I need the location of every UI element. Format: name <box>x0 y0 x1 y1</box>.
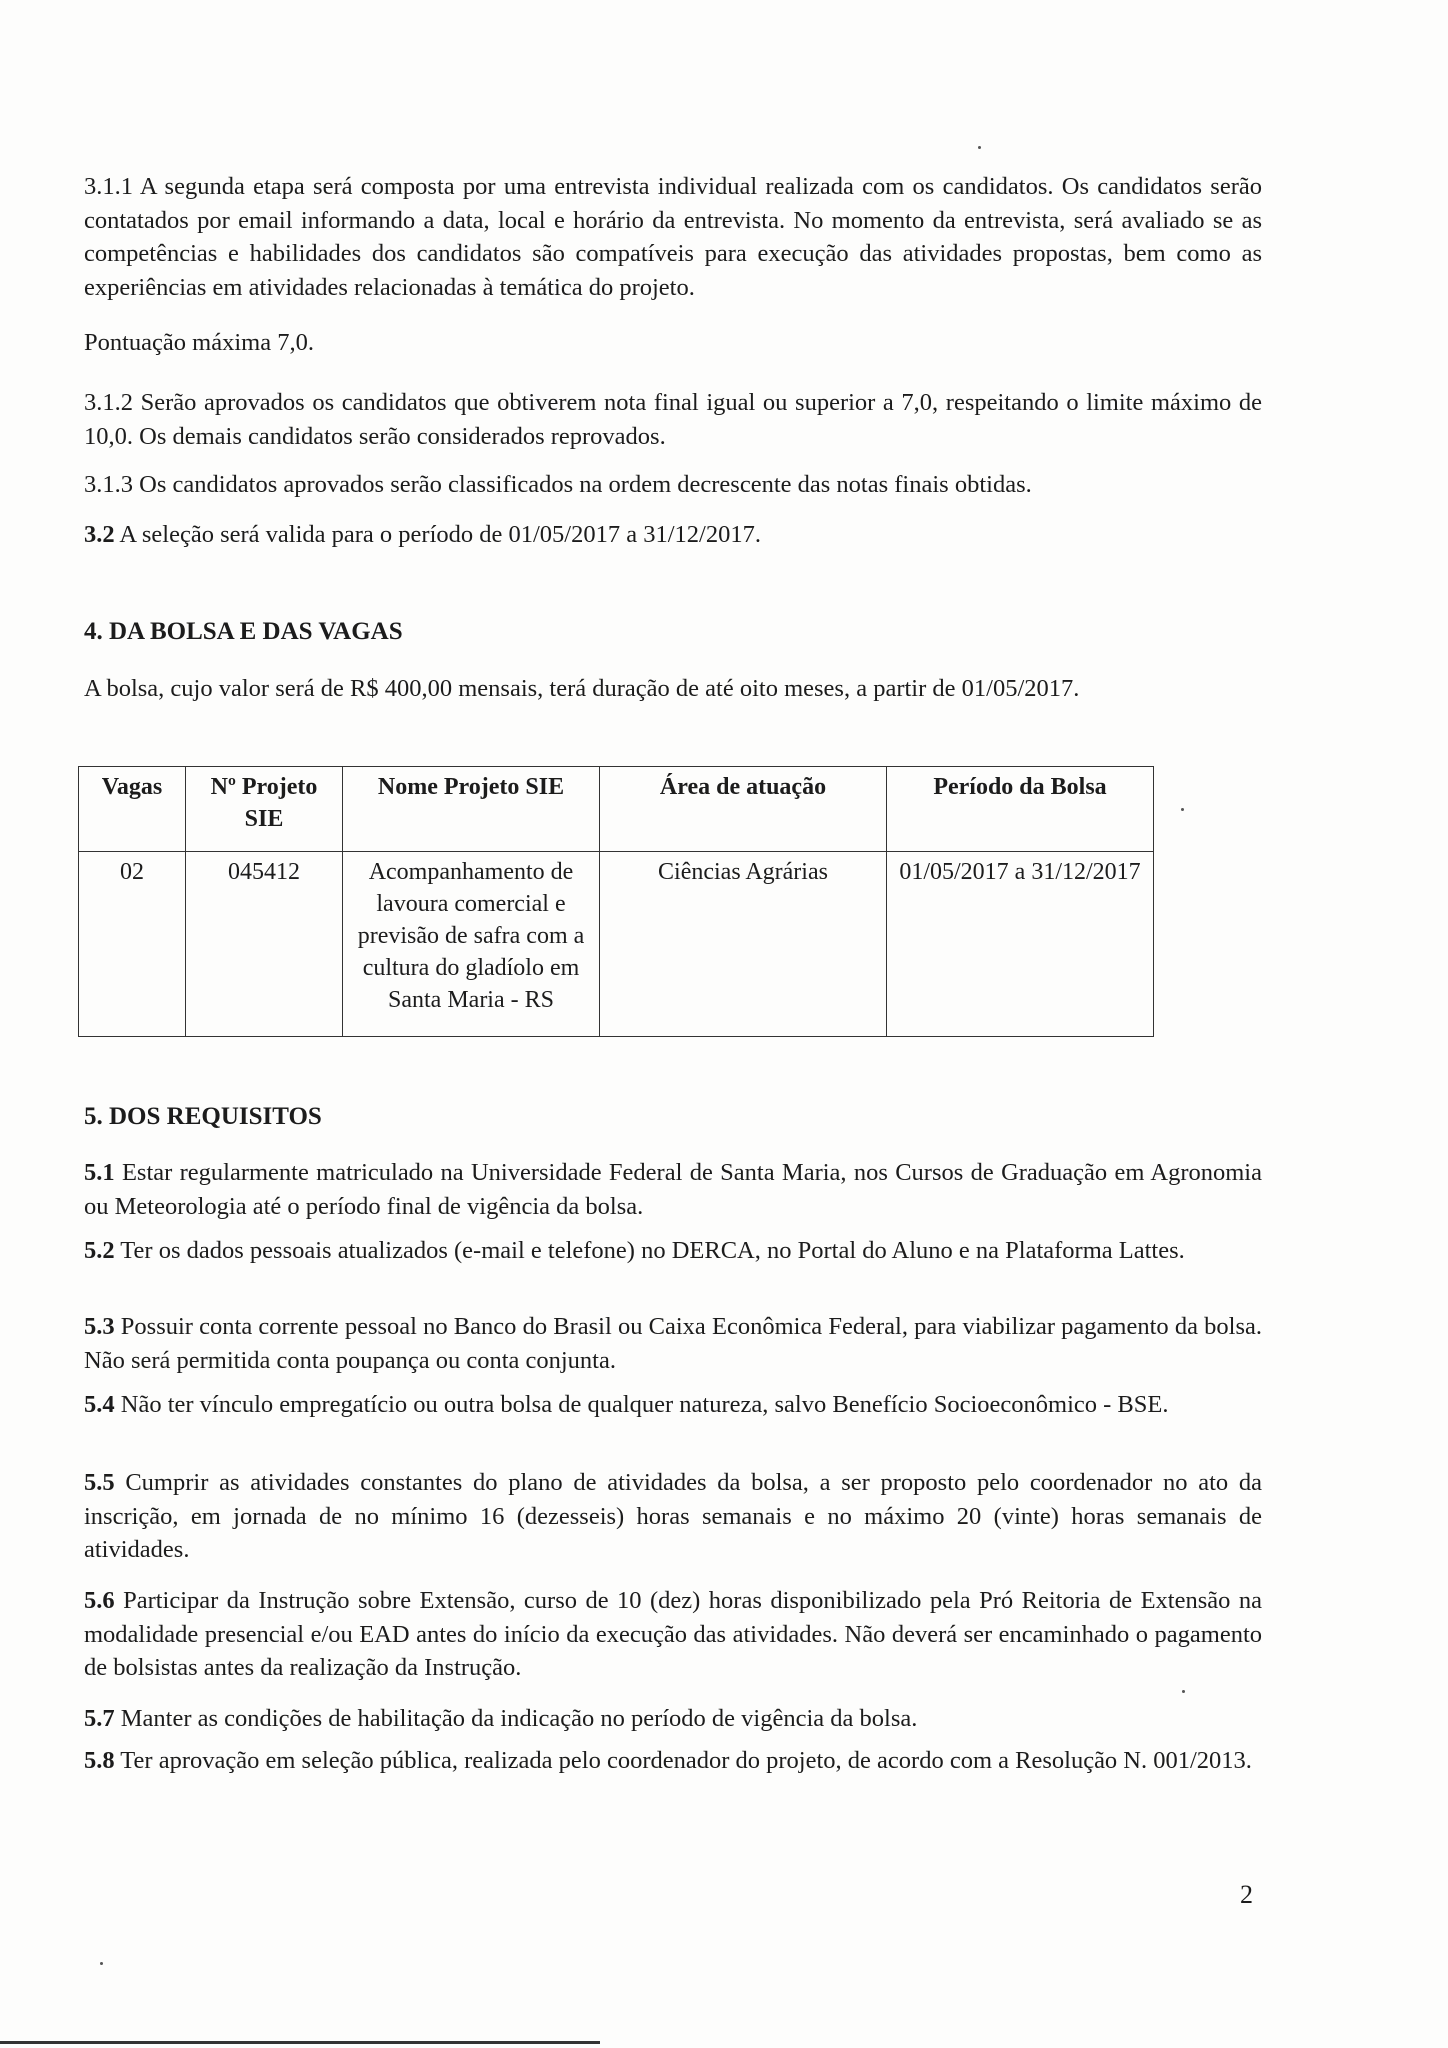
requirement-text: Cumprir as atividades constantes do plano de atividades da bolsa, a ser proposto pelo coordenador no ato da inscrição, em jornada de no mínimo 16 (dezesseis) horas semanais e no máximo 20 (vinte) horas semanais de atividades. <box>84 1469 1262 1563</box>
paragraph-text: Serão aprovados os candidatos que obtiverem nota final igual ou superior a 7,0, respeitando o limite máximo de 10,0. Os demais candidatos serão considerados reprovados. <box>84 389 1262 450</box>
requirement-text: Ter aprovação em seleção pública, realizada pelo coordenador do projeto, de acordo com a Resolução N. 001/2013. <box>114 1747 1252 1774</box>
cell-numero-projeto: 045412 <box>186 852 343 1037</box>
requirement-number: 5.4 <box>84 1391 115 1418</box>
requirement-5-3 <box>84 1310 1262 1377</box>
bolsa-table <box>78 766 1154 1037</box>
requirement-number: 5.5 <box>84 1469 115 1496</box>
requirement-5-2 <box>84 1234 1262 1268</box>
requirement-text: Não ter vínculo empregatício ou outra bolsa de qualquer natureza, salvo Benefício Socioeconômico - BSE. <box>114 1391 1169 1418</box>
paragraph-text: A seleção será valida para o período de 01/05/2017 a 31/12/2017. <box>114 521 761 548</box>
requirement-number: 5.1 <box>84 1159 115 1186</box>
cell-area-atuacao: Ciências Agrárias <box>600 852 887 1037</box>
requirement-5-7 <box>84 1702 1262 1736</box>
scan-edge-line <box>0 2041 600 2044</box>
cell-vagas: 02 <box>79 852 186 1037</box>
requirement-text: Participar da Instrução sobre Extensão, curso de 10 (dez) horas disponibilizado pela Pró Reitoria de Extensão na modalidade presencial e/ou EAD antes do início da execução das atividades. Não deverá ser encaminhado o pagamento de bolsistas antes da realização da Instrução. <box>84 1587 1262 1681</box>
requirement-5-5 <box>84 1466 1262 1567</box>
requirement-text: Possuir conta corrente pessoal no Banco do Brasil ou Caixa Econômica Federal, para viabilizar pagamento da bolsa. Não será permitida conta poupança ou conta conjunta. <box>84 1313 1262 1374</box>
paragraph-number: 3.1.2 <box>84 389 133 416</box>
scan-speck <box>1181 808 1184 811</box>
page-number: 2 <box>1240 1880 1253 1909</box>
bolsa-description: A bolsa, cujo valor será de R$ 400,00 mensais, terá duração de até oito meses, a partir de 01/05/2017. <box>84 675 1080 702</box>
paragraph-3-1-1 <box>84 170 1262 304</box>
requirement-5-4 <box>84 1388 1262 1422</box>
table-header-row <box>79 767 1154 852</box>
paragraph-3-1-2 <box>84 386 1262 453</box>
requirement-5-6 <box>84 1584 1262 1685</box>
header-periodo: Período da Bolsa <box>887 767 1154 852</box>
header-vagas: Vagas <box>79 767 186 852</box>
requirement-5-1 <box>84 1156 1262 1223</box>
paragraph-text: A segunda etapa será composta por uma entrevista individual realizada com os candidatos. Os candidatos serão contatados por email informando a data, local e horário da entrevista. No momento da entrevista, será avaliado se as competências e habilidades dos candidatos são compatíveis para execução das atividades propostas, bem como as experiências em atividades relacionadas à temática do projeto. <box>84 173 1262 301</box>
paragraph-number: 3.1.1 <box>84 173 133 200</box>
requirement-text: Ter os dados pessoais atualizados (e-mail e telefone) no DERCA, no Portal do Aluno e na Plataforma Lattes. <box>114 1237 1185 1264</box>
requirement-5-8 <box>84 1744 1262 1778</box>
section-4-heading: 4. DA BOLSA E DAS VAGAS <box>84 618 403 645</box>
requirement-number: 5.3 <box>84 1313 115 1340</box>
table-row <box>79 852 1154 1037</box>
paragraph-text: Os candidatos aprovados serão classificados na ordem decrescente das notas finais obtidas. <box>133 471 1032 498</box>
requirement-number: 5.6 <box>84 1587 115 1614</box>
paragraph-3-1-3 <box>84 468 1262 502</box>
header-area-atuacao: Área de atuação <box>600 767 887 852</box>
cell-periodo: 01/05/2017 a 31/12/2017 <box>887 852 1154 1037</box>
scan-speck <box>100 1962 103 1965</box>
header-nome-projeto: Nome Projeto SIE <box>343 767 600 852</box>
paragraph-number: 3.2 <box>84 521 115 548</box>
paragraph-number: 3.1.3 <box>84 471 133 498</box>
requirement-text: Manter as condições de habilitação da indicação no período de vigência da bolsa. <box>114 1705 918 1732</box>
requirement-number: 5.7 <box>84 1705 115 1732</box>
scan-speck <box>1182 1690 1185 1693</box>
paragraph-3-2 <box>84 518 1262 552</box>
requirement-number: 5.8 <box>84 1747 115 1774</box>
requirement-number: 5.2 <box>84 1237 115 1264</box>
section-5-heading: 5. DOS REQUISITOS <box>84 1103 322 1130</box>
cell-nome-projeto: Acompanhamento de lavoura comercial e previsão de safra com a cultura do gladíolo em Santa Maria - RS <box>343 852 600 1037</box>
requirement-text: Estar regularmente matriculado na Universidade Federal de Santa Maria, nos Cursos de Graduação em Agronomia ou Meteorologia até o período final de vigência da bolsa. <box>84 1159 1262 1220</box>
header-numero-projeto: Nº Projeto SIE <box>186 767 343 852</box>
scan-speck <box>978 146 981 149</box>
max-score-line: Pontuação máxima 7,0. <box>84 329 314 356</box>
